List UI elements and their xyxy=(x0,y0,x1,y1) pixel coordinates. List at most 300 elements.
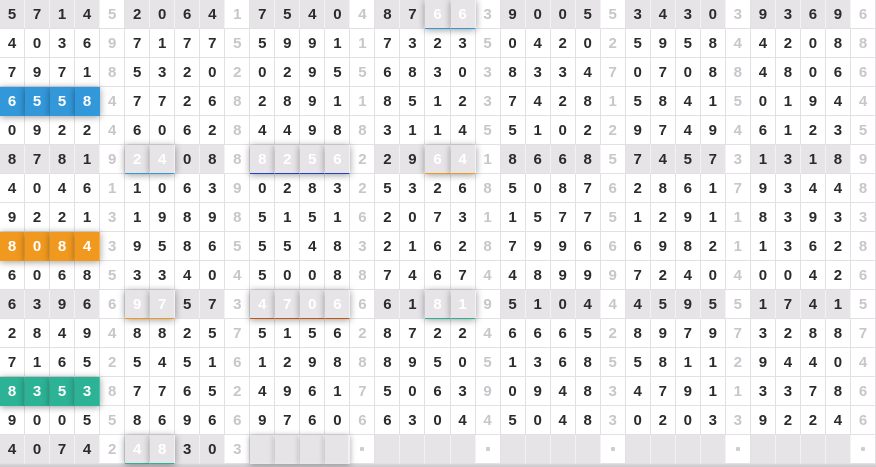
separator-cell: 2 xyxy=(225,377,250,406)
digit-cell: 8 xyxy=(375,0,400,29)
separator-cell: 8 xyxy=(350,348,375,377)
pending-cell xyxy=(250,435,275,464)
digit-cell: 8 xyxy=(676,232,701,261)
digit-cell: 0 xyxy=(551,0,576,29)
digit-cell: 4 xyxy=(175,261,200,290)
digit-cell: 7 xyxy=(451,261,476,290)
digit-cell: 2 xyxy=(175,87,200,116)
digit-cell: 4 xyxy=(776,348,801,377)
digit-cell: 9 xyxy=(200,203,225,232)
separator-cell: 6 xyxy=(225,406,250,435)
digit-cell: 2 xyxy=(776,319,801,348)
digit-cell: 3 xyxy=(325,174,350,203)
separator-cell: 7 xyxy=(225,319,250,348)
digit-cell: 5 xyxy=(501,406,526,435)
digit-cell: 4 xyxy=(250,116,275,145)
separator-cell: 3 xyxy=(726,145,751,174)
digit-cell: 5 xyxy=(676,145,701,174)
digit-cell: 8 xyxy=(551,174,576,203)
digit-cell: 6 xyxy=(451,174,476,203)
empty-cell xyxy=(701,435,726,464)
digit-cell: 6 xyxy=(801,0,826,29)
separator-cell: 1 xyxy=(350,87,375,116)
separator-cell: 9 xyxy=(225,174,250,203)
highlight-cell: 5 xyxy=(25,87,50,116)
digit-cell: 0 xyxy=(626,406,651,435)
digit-cell: 7 xyxy=(175,29,200,58)
digit-cell: 9 xyxy=(150,203,175,232)
separator-cell: 7 xyxy=(726,174,751,203)
digit-cell: 3 xyxy=(200,174,225,203)
digit-cell: 5 xyxy=(175,290,200,319)
separator-cell: 4 xyxy=(100,87,125,116)
empty-cell xyxy=(400,435,425,464)
digit-cell: 2 xyxy=(425,174,450,203)
digit-cell: 7 xyxy=(200,29,225,58)
digit-cell: 2 xyxy=(651,203,676,232)
digit-cell: 5 xyxy=(626,29,651,58)
digit-cell: 8 xyxy=(125,319,150,348)
digit-cell: 8 xyxy=(576,87,601,116)
digit-cell: 6 xyxy=(576,232,601,261)
digit-cell: 6 xyxy=(175,0,200,29)
separator-cell: 5 xyxy=(726,290,751,319)
digit-cell: 6 xyxy=(551,319,576,348)
digit-cell: 9 xyxy=(300,87,325,116)
digit-cell: 0 xyxy=(526,174,551,203)
separator-cell: 5 xyxy=(476,29,501,58)
separator-cell xyxy=(851,435,876,464)
digit-cell: 2 xyxy=(801,116,826,145)
separator-cell: 6 xyxy=(851,58,876,87)
digit-cell: 0 xyxy=(751,87,776,116)
digit-cell: 2 xyxy=(651,406,676,435)
digit-cell: 6 xyxy=(150,406,175,435)
digit-cell: 3 xyxy=(150,261,175,290)
separator-cell: 3 xyxy=(726,0,751,29)
digit-cell: 1 xyxy=(751,290,776,319)
separator-cell: 3 xyxy=(601,406,626,435)
digit-cell: 0 xyxy=(25,29,50,58)
digit-cell: 4 xyxy=(0,174,25,203)
digit-cell: 2 xyxy=(451,319,476,348)
digit-cell: 0 xyxy=(551,290,576,319)
digit-cell: 9 xyxy=(300,58,325,87)
digit-cell: 8 xyxy=(175,232,200,261)
digit-cell: 2 xyxy=(651,261,676,290)
digit-cell: 4 xyxy=(526,29,551,58)
pending-cell xyxy=(325,435,350,464)
digit-cell: 4 xyxy=(651,0,676,29)
separator-cell: 8 xyxy=(851,232,876,261)
digit-cell: 1 xyxy=(701,87,726,116)
separator-cell: 9 xyxy=(476,377,501,406)
digit-cell: 6 xyxy=(50,261,75,290)
digit-cell: 7 xyxy=(150,87,175,116)
digit-cell: 6 xyxy=(826,58,851,87)
digit-cell: 2 xyxy=(425,29,450,58)
separator-cell xyxy=(726,435,751,464)
digit-cell: 5 xyxy=(626,87,651,116)
digit-cell: 5 xyxy=(175,348,200,377)
digit-cell: 0 xyxy=(25,406,50,435)
digit-cell: 1 xyxy=(150,29,175,58)
digit-cell: 6 xyxy=(50,348,75,377)
digit-cell: 8 xyxy=(325,116,350,145)
digit-cell: 5 xyxy=(150,232,175,261)
digit-cell: 4 xyxy=(400,261,425,290)
digit-cell: 4 xyxy=(751,29,776,58)
separator-cell: 9 xyxy=(100,145,125,174)
digit-cell: 7 xyxy=(501,232,526,261)
digit-cell: 0 xyxy=(325,0,350,29)
digit-cell: 5 xyxy=(526,203,551,232)
digit-cell: 3 xyxy=(50,29,75,58)
digit-cell: 5 xyxy=(75,406,100,435)
digit-cell: 7 xyxy=(50,58,75,87)
digit-cell: 5 xyxy=(300,203,325,232)
digit-cell: 8 xyxy=(751,203,776,232)
digit-cell: 8 xyxy=(826,29,851,58)
digit-cell: 2 xyxy=(551,29,576,58)
digit-cell: 1 xyxy=(75,58,100,87)
digit-cell: 0 xyxy=(451,348,476,377)
digit-cell: 1 xyxy=(200,348,225,377)
digit-cell: 8 xyxy=(175,203,200,232)
digit-cell: 6 xyxy=(0,290,25,319)
digit-cell: 0 xyxy=(0,116,25,145)
separator-cell: 4 xyxy=(100,116,125,145)
digit-cell: 4 xyxy=(676,116,701,145)
digit-cell: 5 xyxy=(250,29,275,58)
separator-cell: 5 xyxy=(601,203,626,232)
digit-cell: 2 xyxy=(776,29,801,58)
digit-cell: 0 xyxy=(701,0,726,29)
digit-cell: 2 xyxy=(0,319,25,348)
digit-cell: 0 xyxy=(25,435,50,464)
digit-cell: 0 xyxy=(576,29,601,58)
digit-cell: 5 xyxy=(75,348,100,377)
digit-cell: 8 xyxy=(576,348,601,377)
digit-cell: 6 xyxy=(125,116,150,145)
digit-cell: 1 xyxy=(826,290,851,319)
digit-cell: 1 xyxy=(751,232,776,261)
digit-cell: 1 xyxy=(400,290,425,319)
separator-cell: 2 xyxy=(601,116,626,145)
digit-cell: 1 xyxy=(701,203,726,232)
digit-cell: 1 xyxy=(400,116,425,145)
digit-cell: 6 xyxy=(676,174,701,203)
separator-cell: 4 xyxy=(350,0,375,29)
digit-cell: 0 xyxy=(801,29,826,58)
highlight-cell: 5 xyxy=(50,377,75,406)
digit-cell: 6 xyxy=(175,116,200,145)
separator-cell: 8 xyxy=(225,145,250,174)
pending-cell xyxy=(300,435,325,464)
separator-cell: 8 xyxy=(225,203,250,232)
digit-cell: 9 xyxy=(626,116,651,145)
digit-cell: 5 xyxy=(676,29,701,58)
digit-cell: 1 xyxy=(425,87,450,116)
placeholder-dot xyxy=(486,447,490,451)
digit-cell: 4 xyxy=(801,348,826,377)
separator-cell: 5 xyxy=(225,232,250,261)
digit-cell: 5 xyxy=(250,319,275,348)
digit-cell: 4 xyxy=(0,29,25,58)
digit-cell: 7 xyxy=(25,0,50,29)
digit-cell: 0 xyxy=(250,58,275,87)
digit-cell: 1 xyxy=(75,203,100,232)
digit-cell: 0 xyxy=(776,261,801,290)
digit-cell: 1 xyxy=(676,348,701,377)
highlight-cell: 8 xyxy=(425,290,450,319)
digit-cell: 1 xyxy=(501,348,526,377)
separator-cell: 7 xyxy=(601,58,626,87)
digit-cell: 8 xyxy=(801,319,826,348)
separator-cell xyxy=(350,435,375,464)
digit-cell: 8 xyxy=(300,174,325,203)
digit-cell: 4 xyxy=(826,406,851,435)
digit-cell: 1 xyxy=(526,290,551,319)
digit-cell: 1 xyxy=(50,0,75,29)
separator-cell: 5 xyxy=(601,145,626,174)
digit-cell: 2 xyxy=(175,58,200,87)
highlight-cell: 4 xyxy=(451,145,476,174)
highlight-cell: 3 xyxy=(25,377,50,406)
separator-cell: 8 xyxy=(225,87,250,116)
digit-cell: 0 xyxy=(150,0,175,29)
digit-cell: 3 xyxy=(751,377,776,406)
digit-cell: 2 xyxy=(25,203,50,232)
digit-cell: 5 xyxy=(375,377,400,406)
highlight-cell: 5 xyxy=(300,145,325,174)
digit-cell: 4 xyxy=(651,145,676,174)
digit-cell: 9 xyxy=(676,377,701,406)
digit-cell: 1 xyxy=(250,348,275,377)
digit-cell: 9 xyxy=(701,116,726,145)
digit-cell: 4 xyxy=(501,261,526,290)
digit-cell: 5 xyxy=(275,0,300,29)
digit-cell: 2 xyxy=(801,406,826,435)
digit-cell: 2 xyxy=(576,116,601,145)
separator-cell: 6 xyxy=(350,203,375,232)
separator-cell: 4 xyxy=(225,261,250,290)
digit-cell: 6 xyxy=(175,377,200,406)
digit-cell: 3 xyxy=(701,406,726,435)
digit-cell: 8 xyxy=(701,58,726,87)
pending-cell xyxy=(275,435,300,464)
digit-cell: 6 xyxy=(626,232,651,261)
digit-cell: 8 xyxy=(826,319,851,348)
separator-cell: 2 xyxy=(726,348,751,377)
digit-cell: 4 xyxy=(801,174,826,203)
digit-cell: 1 xyxy=(701,348,726,377)
digit-cell: 7 xyxy=(776,290,801,319)
highlight-cell: 7 xyxy=(275,290,300,319)
digit-cell: 0 xyxy=(250,174,275,203)
separator-cell xyxy=(476,435,501,464)
separator-cell: 4 xyxy=(726,116,751,145)
highlight-cell: 2 xyxy=(275,145,300,174)
digit-cell: 3 xyxy=(400,29,425,58)
highlight-cell: 0 xyxy=(300,290,325,319)
separator-cell: 6 xyxy=(851,261,876,290)
digit-cell: 8 xyxy=(501,145,526,174)
digit-cell: 9 xyxy=(275,377,300,406)
digit-cell: 2 xyxy=(75,116,100,145)
empty-cell xyxy=(451,435,476,464)
digit-cell: 9 xyxy=(651,319,676,348)
digit-cell: 7 xyxy=(50,435,75,464)
empty-cell xyxy=(651,435,676,464)
separator-cell: 2 xyxy=(601,319,626,348)
digit-cell: 3 xyxy=(425,58,450,87)
separator-cell: 6 xyxy=(851,377,876,406)
digit-cell: 5 xyxy=(701,290,726,319)
digit-cell: 4 xyxy=(250,377,275,406)
digit-cell: 9 xyxy=(50,290,75,319)
digit-cell: 7 xyxy=(0,58,25,87)
digit-cell: 5 xyxy=(325,58,350,87)
separator-cell: 5 xyxy=(476,348,501,377)
digit-cell: 7 xyxy=(125,87,150,116)
digit-cell: 9 xyxy=(651,29,676,58)
digit-cell: 9 xyxy=(25,58,50,87)
digit-cell: 2 xyxy=(626,174,651,203)
separator-cell: 6 xyxy=(601,232,626,261)
separator-cell: 6 xyxy=(851,406,876,435)
separator-cell: 4 xyxy=(476,406,501,435)
separator-cell: 8 xyxy=(851,29,876,58)
digit-cell: 4 xyxy=(75,435,100,464)
digit-cell: 1 xyxy=(275,203,300,232)
separator-cell: 8 xyxy=(350,261,375,290)
separator-cell: 6 xyxy=(350,406,375,435)
placeholder-dot xyxy=(360,447,364,451)
digit-cell: 9 xyxy=(0,406,25,435)
digit-cell: 2 xyxy=(275,58,300,87)
digit-cell: 5 xyxy=(425,348,450,377)
separator-cell: 6 xyxy=(851,0,876,29)
digit-cell: 0 xyxy=(25,261,50,290)
digit-cell: 0 xyxy=(175,145,200,174)
digit-cell: 0 xyxy=(150,116,175,145)
digit-cell: 5 xyxy=(576,0,601,29)
digit-cell: 9 xyxy=(25,116,50,145)
digit-cell: 3 xyxy=(826,203,851,232)
highlight-cell: 2 xyxy=(125,145,150,174)
digit-cell: 3 xyxy=(751,319,776,348)
digit-cell: 2 xyxy=(375,232,400,261)
separator-cell: 4 xyxy=(476,319,501,348)
digit-cell: 5 xyxy=(200,377,225,406)
digit-cell: 1 xyxy=(801,145,826,174)
digit-cell: 3 xyxy=(175,435,200,464)
highlight-cell: 6 xyxy=(425,0,450,29)
digit-cell: 6 xyxy=(375,58,400,87)
digit-cell: 5 xyxy=(576,319,601,348)
digit-cell: 0 xyxy=(275,261,300,290)
separator-cell: 4 xyxy=(476,261,501,290)
digit-cell: 2 xyxy=(275,348,300,377)
digit-cell: 9 xyxy=(400,145,425,174)
highlight-cell: 1 xyxy=(451,290,476,319)
digit-cell: 5 xyxy=(125,58,150,87)
digit-cell: 1 xyxy=(325,377,350,406)
digit-cell: 2 xyxy=(551,87,576,116)
digit-cell: 6 xyxy=(551,348,576,377)
digit-cell: 9 xyxy=(676,203,701,232)
separator-cell: 3 xyxy=(476,58,501,87)
digit-cell: 8 xyxy=(651,87,676,116)
digit-cell: 8 xyxy=(576,406,601,435)
digit-cell: 1 xyxy=(751,145,776,174)
digit-cell: 8 xyxy=(400,58,425,87)
digit-cell: 7 xyxy=(576,174,601,203)
digit-cell: 0 xyxy=(501,377,526,406)
highlight-cell: 4 xyxy=(75,232,100,261)
digit-cell: 8 xyxy=(325,261,350,290)
digit-cell: 8 xyxy=(501,58,526,87)
digit-cell: 9 xyxy=(551,232,576,261)
separator-cell: 5 xyxy=(601,348,626,377)
digit-cell: 6 xyxy=(200,232,225,261)
separator-cell: 8 xyxy=(476,232,501,261)
digit-cell: 7 xyxy=(400,319,425,348)
separator-cell: 3 xyxy=(851,203,876,232)
separator-cell: 3 xyxy=(726,406,751,435)
digit-cell: 7 xyxy=(701,145,726,174)
separator-cell: 1 xyxy=(476,145,501,174)
separator-cell: 1 xyxy=(601,87,626,116)
digit-cell: 5 xyxy=(250,203,275,232)
digit-cell: 8 xyxy=(826,145,851,174)
digit-cell: 4 xyxy=(451,406,476,435)
highlight-cell: 8 xyxy=(250,145,275,174)
separator-cell: 3 xyxy=(225,435,250,464)
digit-cell: 9 xyxy=(300,29,325,58)
digit-cell: 5 xyxy=(250,261,275,290)
digit-cell: 9 xyxy=(751,406,776,435)
digit-cell: 9 xyxy=(501,0,526,29)
digit-cell: 9 xyxy=(826,0,851,29)
digit-cell: 8 xyxy=(375,348,400,377)
digit-cell: 9 xyxy=(651,232,676,261)
separator-cell: 5 xyxy=(225,29,250,58)
digit-cell: 2 xyxy=(50,116,75,145)
digit-cell: 3 xyxy=(551,58,576,87)
digit-cell: 4 xyxy=(526,87,551,116)
digit-cell: 9 xyxy=(701,319,726,348)
digit-cell: 5 xyxy=(250,232,275,261)
digit-cell: 7 xyxy=(626,145,651,174)
digit-cell: 5 xyxy=(375,174,400,203)
digit-cell: 2 xyxy=(375,203,400,232)
separator-cell: 4 xyxy=(851,87,876,116)
digit-cell: 8 xyxy=(576,377,601,406)
digit-cell: 8 xyxy=(776,58,801,87)
separator-cell: 5 xyxy=(100,261,125,290)
digit-cell: 0 xyxy=(300,261,325,290)
digit-cell: 2 xyxy=(425,319,450,348)
digit-cell: 5 xyxy=(651,290,676,319)
digit-cell: 8 xyxy=(826,377,851,406)
digit-cell: 9 xyxy=(576,261,601,290)
digit-cell: 4 xyxy=(551,377,576,406)
highlight-cell: 6 xyxy=(325,145,350,174)
highlight-cell: 4 xyxy=(250,290,275,319)
separator-cell: 5 xyxy=(476,116,501,145)
